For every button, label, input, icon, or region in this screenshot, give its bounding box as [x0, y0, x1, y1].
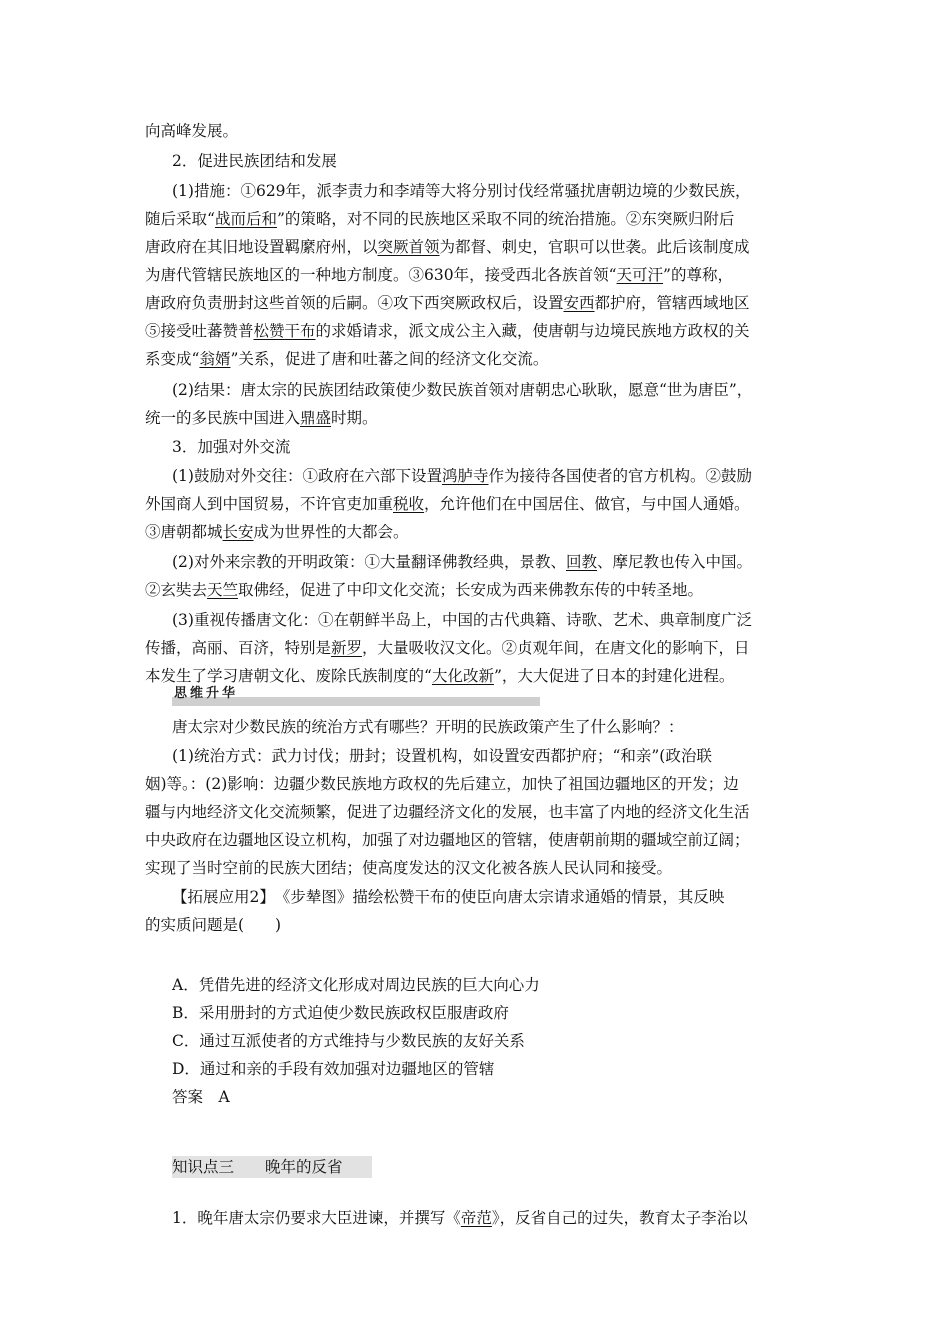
text-run: 中央政府在边疆地区设立机构，加强了对边疆地区的管辖，使唐朝前期的疆域空前辽阔； [145, 831, 750, 849]
text-line [172, 379, 752, 401]
option-d: D．通过和亲的手段有效加强对边疆地区的管辖 [172, 1060, 495, 1078]
text-line [145, 120, 238, 142]
text-line [145, 521, 409, 543]
text-run: 》，反省自己的过失，教育太子李治以 [491, 1209, 748, 1227]
question-stem: 【拓展应用2】 《步辇图》描绘松赞干布的使臣向唐太宗请求通婚的情景，其反映 [172, 888, 725, 906]
text-run: ”的策略，对不同的民族地区采取不同的统治措施。②东突厥归附后 [276, 210, 735, 228]
text-run: ”关系，促进了唐和吐蕃之间的经济文化交流。 [230, 350, 549, 368]
text-run: 的求婚请求，派文成公主入藏，使唐朝与边境民族地方政权的关 [315, 322, 750, 340]
question-stem: 的实质问题是( ) [145, 916, 282, 934]
underlined-term: 长安 [222, 523, 254, 541]
option-a: A．凭借先进的经济文化形成对周边民族的巨大向心力 [172, 976, 540, 994]
text-run: 唐政府在其旧地设置羁縻府州，以 [145, 238, 378, 256]
text-run: 为唐代管辖民族地区的一种地方制度。③630年，接受西北各族首领“ [145, 266, 617, 284]
underlined-term: 鼎盛 [300, 409, 332, 427]
text-line [172, 609, 752, 631]
underlined-term: 鸿胪寺 [441, 467, 489, 485]
text-run: 系变成“ [145, 350, 200, 368]
answer: 答案 A [172, 1088, 230, 1106]
text-line [145, 579, 703, 601]
text-line [145, 264, 733, 286]
option-c: C．通过互派使者的方式维持与少数民族的友好关系 [172, 1032, 525, 1050]
text-run: ，允许他们在中国居住、做官，与中国人通婚。 [424, 495, 750, 513]
text-run: 唐太宗对少数民族的统治方式有哪些？开明的民族政策产生了什么影响？： [172, 718, 684, 736]
text-line [145, 493, 750, 515]
text-run: 姻)等。：(2)影响：边疆少数民族地方政权的先后建立，加快了祖国边疆地区的开发；边 [145, 775, 739, 793]
text-run: 疆与内地经济文化交流频繁，促进了边疆经济文化的发展，也丰富了内地的经济文化生活 [145, 803, 750, 821]
text-run: 本发生了学习唐朝文化、废除氏族制度的“ [145, 667, 432, 685]
text-run: 唐政府负责册封这些首领的后嗣。④攻下西突厥政权后，设置 [145, 294, 564, 312]
text-line [172, 551, 752, 573]
text-run: (2)对外来宗教的开明政策：①大量翻译佛教经典，景教、 [172, 553, 566, 571]
text-line [145, 236, 750, 258]
text-run: 1．晚年唐太宗仍要求大臣进谏，并撰写《 [172, 1209, 461, 1227]
text-run: 、摩尼教也传入中国。 [596, 553, 752, 571]
underlined-term: 新罗 [331, 639, 363, 657]
text-run: ”，大大促进了日本的封建化进程。 [493, 667, 735, 685]
text-run: 传播，高丽、百济，特别是 [145, 639, 332, 657]
text-run: ②玄奘去 [145, 581, 208, 599]
think-line [145, 801, 750, 823]
underlined-term: 安西 [563, 294, 595, 312]
text-run: 作为接待各国使者的官方机构。②鼓励 [488, 467, 752, 485]
knowledge-point-heading: 知识点三 晚年的反省 [172, 1156, 372, 1178]
underlined-term: 大化改新 [431, 667, 494, 685]
underlined-term: 战而后和 [214, 210, 277, 228]
text-line [172, 180, 751, 202]
subheading-2 [172, 150, 337, 172]
text-line [172, 465, 752, 487]
text-run: (2)结果：唐太宗的民族团结政策使少数民族首领对唐朝忠心耿耿，愿意“世为唐臣”， [172, 381, 753, 399]
text-run: 实现了当时空前的民族大团结；使高度发达的汉文化被各族人民认同和接受。 [145, 859, 673, 877]
text-run: ”的尊称， [663, 266, 733, 284]
think-line [145, 829, 750, 851]
text-line [145, 348, 548, 370]
text-run: (3)重视传播唐文化：①在朝鲜半岛上，中国的古代典籍、诗歌、艺术、典章制度广泛 [172, 611, 752, 629]
text-run: 向高峰发展。 [145, 122, 239, 140]
section-banner [172, 686, 540, 706]
text-run: 都护府，管辖西域地区 [594, 294, 750, 312]
underlined-term: 突厥首领 [377, 238, 440, 256]
text-run: 取佛经，促进了中印文化交流；长安成为西来佛教东传的中转圣地。 [238, 581, 704, 599]
text-run: ⑤接受吐蕃赞普 [145, 322, 254, 340]
underlined-term: 天可汗 [616, 266, 664, 284]
text-run: 为都督、刺史，官职可以世袭。此后该制度成 [439, 238, 750, 256]
text-run: 成为世界性的大都会。 [253, 523, 409, 541]
text-run: (1)措施：①629年，派李责力和李靖等大将分别讨伐经常骚扰唐朝边境的少数民族， [172, 182, 751, 200]
think-line [172, 745, 712, 767]
underlined-term: 翁婿 [199, 350, 231, 368]
option-b: B．采用册封的方式迫使少数民族政权臣服唐政府 [172, 1004, 509, 1022]
underlined-term: 松赞干布 [253, 322, 316, 340]
underlined-term: 帝范 [460, 1209, 492, 1227]
text-line [145, 320, 750, 342]
text-run: 统一的多民族中国进入 [145, 409, 301, 427]
text-run: 2．促进民族团结和发展 [172, 152, 337, 170]
underlined-term: 回教 [565, 553, 597, 571]
underlined-term: 天竺 [207, 581, 239, 599]
text-line [145, 665, 734, 687]
text-run: 随后采取“ [145, 210, 215, 228]
text-line [145, 208, 734, 230]
text-line [145, 407, 378, 429]
text-run: ，大量吸收汉文化。②贞观年间，在唐文化的影响下，日 [362, 639, 750, 657]
section-banner-title: 思维升华 [174, 686, 239, 701]
text-line [145, 637, 750, 659]
text-run: (1)统治方式：武力讨伐；册封；设置机构，如设置安西都护府；“和亲”(政治联 [172, 747, 712, 765]
think-question [172, 716, 684, 738]
think-line [145, 773, 739, 795]
text-run: 时期。 [331, 409, 378, 427]
text-line [172, 1207, 748, 1229]
think-line [145, 857, 672, 879]
text-run: 外国商人到中国贸易，不许官吏加重 [145, 495, 394, 513]
underlined-term: 税收 [393, 495, 425, 513]
text-run: ③唐朝都城 [145, 523, 223, 541]
text-run: 3．加强对外交流 [172, 438, 291, 456]
text-run: (1)鼓励对外交往：①政府在六部下设置 [172, 467, 442, 485]
subheading-3 [172, 436, 290, 458]
text-line [145, 292, 750, 314]
